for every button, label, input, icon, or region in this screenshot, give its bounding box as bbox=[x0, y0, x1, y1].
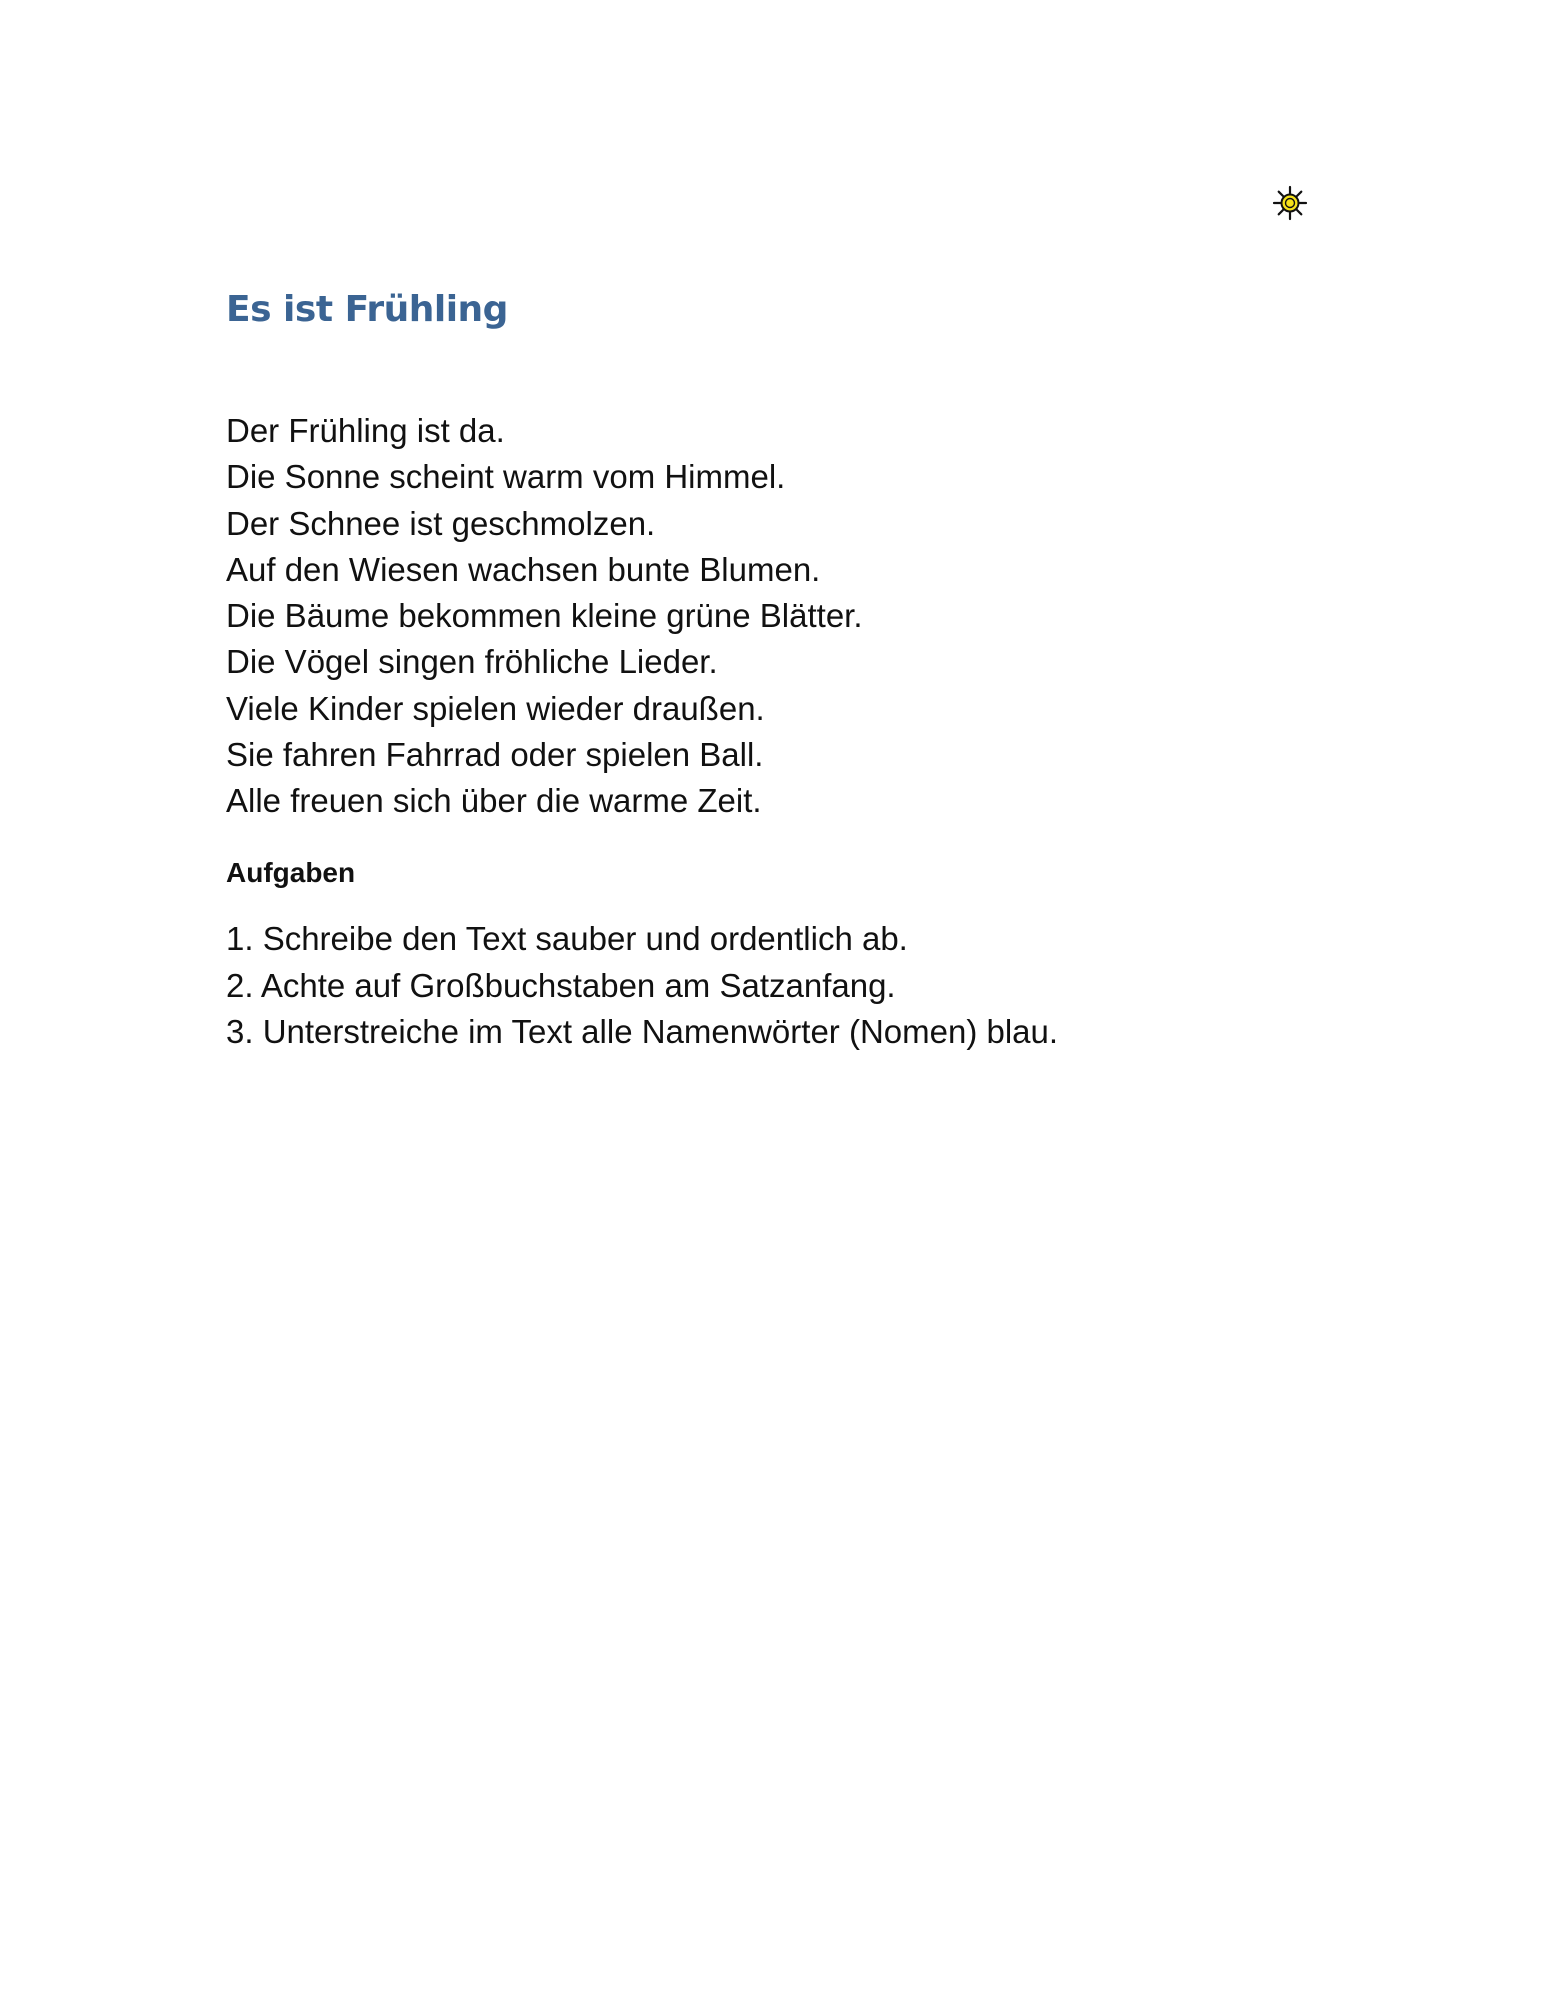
sun-icon bbox=[1272, 185, 1308, 221]
story-line: Die Vögel singen fröhliche Lieder. bbox=[226, 643, 718, 681]
story-line: Alle freuen sich über die warme Zeit. bbox=[226, 782, 762, 820]
page-title: Es ist Frühling bbox=[226, 289, 508, 330]
story-line: Viele Kinder spielen wieder draußen. bbox=[226, 689, 765, 727]
story-line: Der Frühling ist da. bbox=[226, 412, 505, 449]
story-line: Die Bäume bekommen kleine grüne Blätter. bbox=[226, 597, 863, 635]
story-text bbox=[226, 408, 863, 825]
story-line: Die Sonne scheint warm vom Himmel. bbox=[226, 458, 786, 496]
tasks-heading: Aufgaben bbox=[226, 857, 356, 888]
story-line: Sie fahren Fahrrad oder spielen Ball. bbox=[226, 736, 764, 774]
task-item: 2. Achte auf Großbuchstaben am Satzanfang. bbox=[226, 966, 896, 1004]
tasks-list bbox=[226, 916, 1058, 1056]
task-item: 3. Unterstreiche im Text alle Namenwörter (Nomen) blau. bbox=[226, 1013, 1059, 1050]
task-item: 1. Schreibe den Text sauber und ordentlich ab. bbox=[226, 920, 908, 957]
story-line: Der Schnee ist geschmolzen. bbox=[226, 504, 656, 542]
story-line: Auf den Wiesen wachsen bunte Blumen. bbox=[226, 550, 821, 588]
